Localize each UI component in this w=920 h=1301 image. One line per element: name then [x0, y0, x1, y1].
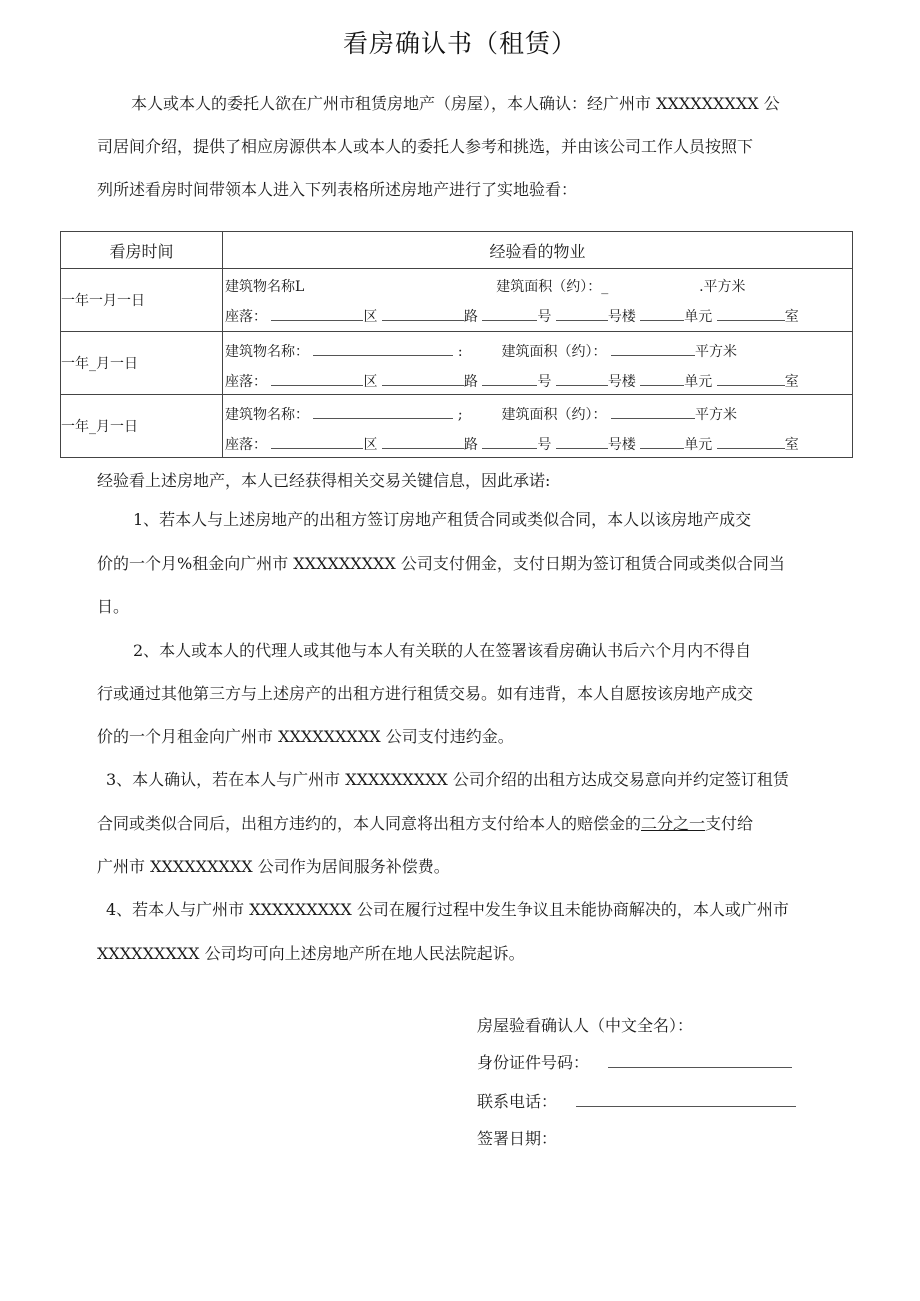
unit-blank[interactable]: [640, 307, 684, 321]
clause-3-line-3: 广州市 XXXXXXXXX 公司作为居间服务补偿费。: [97, 857, 450, 876]
table-header-row: [61, 232, 853, 269]
header-property: 经验看的物业: [223, 232, 853, 269]
unit-blank[interactable]: [640, 435, 684, 449]
number-blank[interactable]: [482, 307, 537, 321]
building-name-label: 建筑物名称：: [225, 344, 309, 360]
building-no-blank[interactable]: [556, 435, 608, 449]
district-label: 区: [363, 437, 378, 453]
road-label: 路: [463, 374, 478, 390]
number-label: 号: [537, 309, 552, 325]
building-area-label: 建筑面积（约）：_: [496, 279, 609, 295]
commit-intro: 经验看上述房地产，本人已经获得相关交易关键信息，因此承诺:: [97, 471, 551, 490]
viewing-date: 一年_月一日: [61, 332, 223, 395]
district-blank[interactable]: [271, 307, 363, 321]
number-blank[interactable]: [482, 372, 537, 386]
road-blank[interactable]: [382, 307, 464, 321]
road-blank[interactable]: [382, 372, 464, 386]
address-label: 座落：: [225, 374, 267, 390]
district-label: 区: [363, 309, 378, 325]
clause-3-line-1: 3、本人确认，若在本人与广州市 XXXXXXXXX 公司介绍的出租方达成交易意向并约定签订租赁: [106, 770, 789, 789]
unit-blank[interactable]: [640, 372, 684, 386]
building-no-label: 号楼: [607, 437, 636, 453]
clause-3-line-2: [97, 811, 753, 834]
unit-label: 单元: [684, 309, 713, 325]
sign-date-label: 签署日期：: [477, 1129, 558, 1148]
phone-row: [477, 1089, 796, 1112]
property-table: [60, 231, 853, 458]
building-area-label: 建筑面积（约）：: [501, 344, 607, 360]
area-unit: 平方米: [694, 407, 737, 423]
clause-2-line-3: 价的一个月租金向广州市 XXXXXXXXX 公司支付违约金。: [97, 727, 514, 746]
address-label: 座落：: [225, 309, 267, 325]
room-blank[interactable]: [717, 435, 785, 449]
id-number-blank[interactable]: [608, 1054, 792, 1068]
viewing-date: 一年一月一日: [61, 269, 223, 332]
room-blank[interactable]: [717, 307, 785, 321]
address-label: 座落：: [225, 437, 267, 453]
number-label: 号: [537, 374, 552, 390]
area-unit: 平方米: [694, 344, 737, 360]
road-label: 路: [463, 309, 478, 325]
clause-2-line-2: 行或通过其他第三方与上述房产的出租方进行租赁交易。如有违背，本人自愿按该房地产成交: [97, 684, 754, 703]
clause-3-text-b: 支付给: [705, 814, 754, 833]
building-name-label: 建筑物名称L: [225, 279, 305, 295]
room-label: 室: [784, 374, 799, 390]
confirmer-name-label: 房屋验看确认人（中文全名）：: [477, 1016, 694, 1035]
table-row: [61, 395, 853, 458]
clause-3-underlined-fraction: 二分之一: [641, 814, 706, 833]
building-no-label: 号楼: [607, 309, 636, 325]
room-label: 室: [784, 309, 799, 325]
area-unit: .平方米: [699, 279, 746, 295]
clause-4-line-1: 4、若本人与广州市 XXXXXXXXX 公司在履行过程中发生争议且未能协商解决的，本人或广州市: [106, 900, 789, 919]
id-number-row: [477, 1050, 792, 1073]
clause-3-text-a: 合同或类似合同后，出租方违约的，本人同意将出租方支付给本人的赔偿金的: [97, 814, 642, 833]
clause-4-line-2: XXXXXXXXX 公司均可向上述房地产所在地人民法院起诉。: [97, 944, 525, 963]
road-blank[interactable]: [382, 435, 464, 449]
phone-label: 联系电话：: [477, 1092, 558, 1111]
building-no-blank[interactable]: [556, 307, 608, 321]
number-blank[interactable]: [482, 435, 537, 449]
building-name-blank[interactable]: [313, 342, 453, 356]
id-number-label: 身份证件号码：: [477, 1053, 590, 1072]
district-blank[interactable]: [271, 372, 363, 386]
area-blank[interactable]: [611, 342, 695, 356]
unit-label: 单元: [684, 437, 713, 453]
intro-line-2: 司居间介绍，提供了相应房源供本人或本人的委托人参考和挑选，并由该公司工作人员按照下: [97, 137, 754, 156]
intro-line-3: 列所述看房时间带领本人进入下列表格所述房地产进行了实地验看：: [97, 180, 578, 199]
clause-1-line-1: 1、若本人与上述房地产的出租方签订房地产租赁合同或类似合同，本人以该房地产成交: [133, 510, 752, 529]
name-separator: :: [457, 344, 463, 360]
document-title: 看房确认书（租赁）: [342, 29, 577, 58]
unit-label: 单元: [684, 374, 713, 390]
intro-line-1: 本人或本人的委托人欲在广州市租赁房地产（房屋），本人确认：经广州市 XXXXXXXXX 公: [131, 94, 780, 113]
property-cell: [223, 332, 853, 395]
district-label: 区: [363, 374, 378, 390]
building-name-blank[interactable]: [313, 405, 453, 419]
viewing-date: 一年_月一日: [61, 395, 223, 458]
property-cell: [223, 269, 853, 332]
building-no-blank[interactable]: [556, 372, 608, 386]
name-separator: ;: [457, 407, 463, 423]
clause-2-line-1: 2、本人或本人的代理人或其他与本人有关联的人在签署该看房确认书后六个月内不得自: [133, 641, 752, 660]
clause-1-line-3: 日。: [97, 597, 130, 616]
area-blank[interactable]: [611, 405, 695, 419]
property-cell: [223, 395, 853, 458]
number-label: 号: [537, 437, 552, 453]
room-label: 室: [784, 437, 799, 453]
road-label: 路: [463, 437, 478, 453]
building-name-label: 建筑物名称：: [225, 407, 309, 423]
district-blank[interactable]: [271, 435, 363, 449]
phone-blank[interactable]: [576, 1093, 796, 1107]
building-area-label: 建筑面积（约）：: [501, 407, 607, 423]
header-viewing-time: 看房时间: [61, 232, 223, 269]
table-row: [61, 269, 853, 332]
building-no-label: 号楼: [607, 374, 636, 390]
room-blank[interactable]: [717, 372, 785, 386]
clause-1-line-2: 价的一个月%租金向广州市 XXXXXXXXX 公司支付佣金，支付日期为签订租赁合同或类似合同当: [97, 554, 785, 573]
table-row: [61, 332, 853, 395]
